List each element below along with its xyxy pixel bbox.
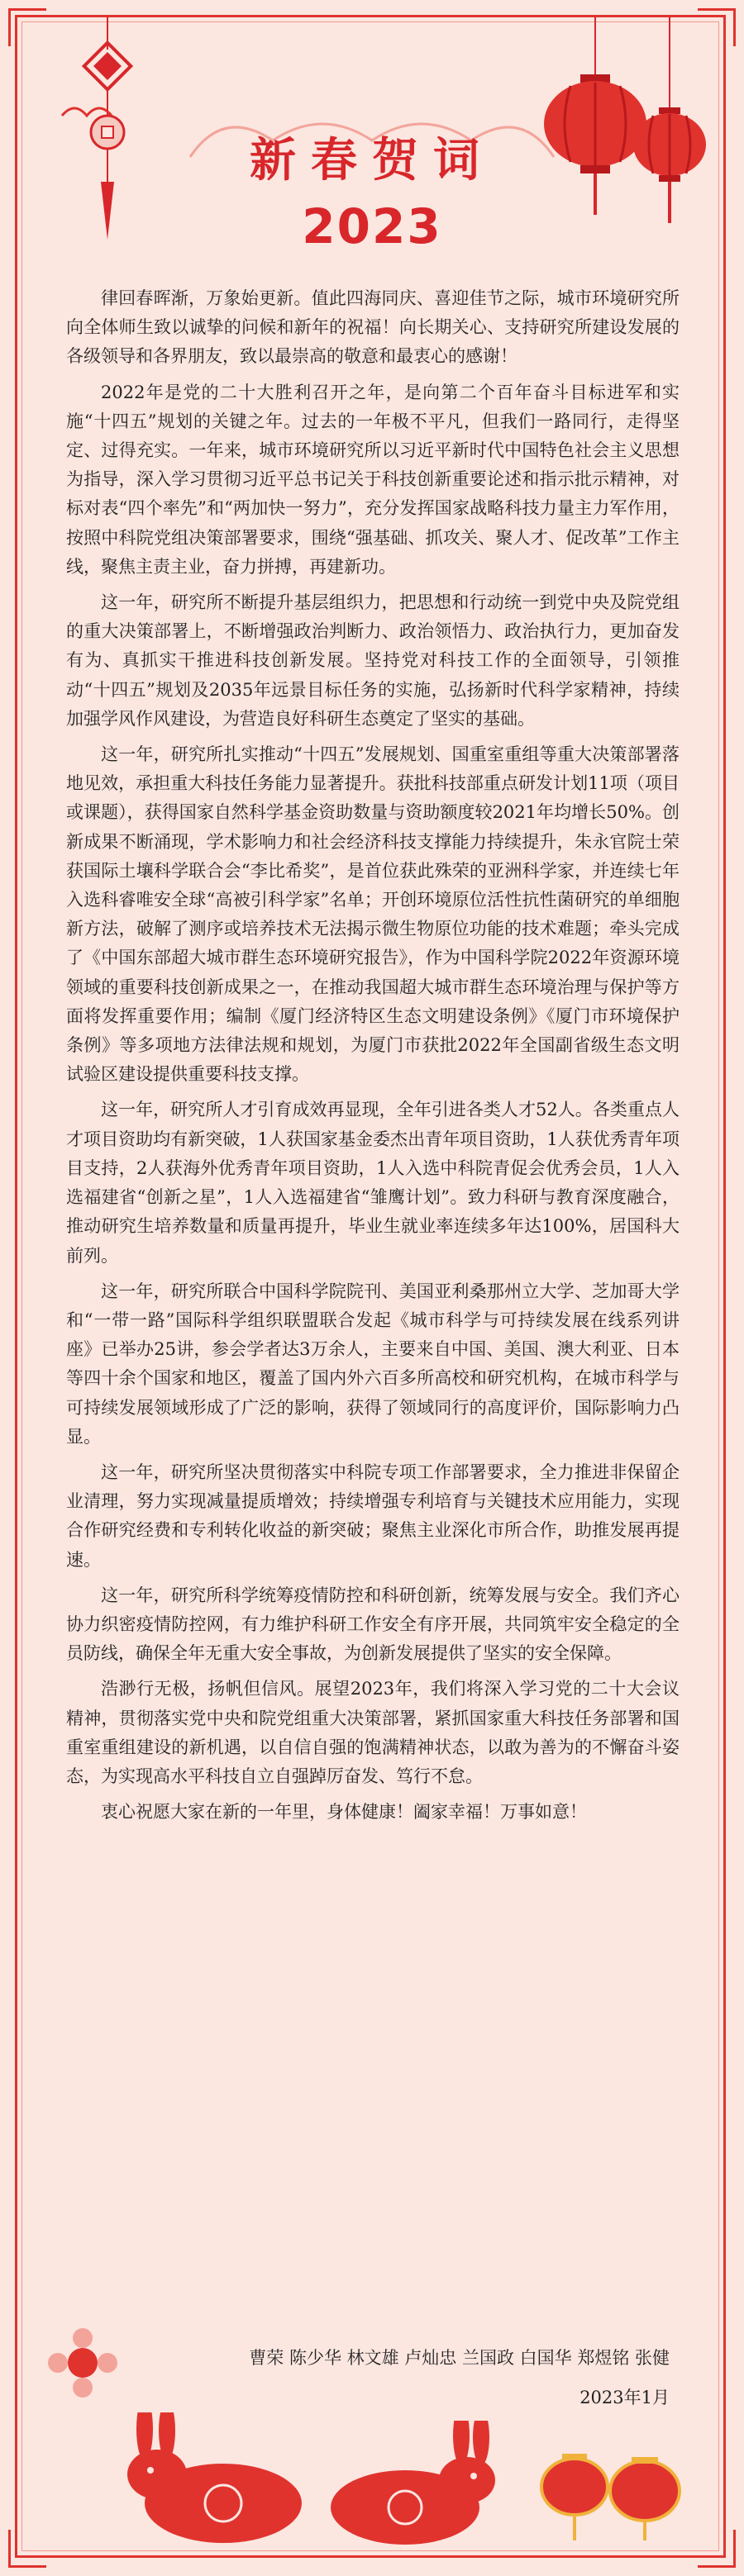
year-2023: 2023 bbox=[302, 198, 442, 254]
page-title: 新春贺词 bbox=[250, 133, 494, 188]
rabbit-icon bbox=[306, 2421, 521, 2553]
paragraph: 这一年，研究所人才引育成效再显现，全年引进各类人才52人。各类重点人才项目资助均有新突破，1人获国家基金委杰出青年项目资助，1人获优秀青年项目支持，2人获海外优秀青年项目资助，1人入选中科院青促会优秀会员，1人入选福建省“创新之星”，1人入选福建省“雏鹰计划”。致力科研与教育深度融合，推动研究生培养数量和质量再提升，毕业生就业率连续多年达100%，居国科大前列。 bbox=[66, 1100, 680, 1266]
signers: 曹荣 陈少华 林文雄 卢灿忠 兰国政 白国华 郑煜铭 张健 bbox=[249, 2348, 670, 2368]
paragraph: 这一年，研究所不断提升基层组织力，把思想和行动统一到党中央及院党组的重大决策部署上，不断增强政治判断力、政治领悟力、政治执行力，更加奋发有为、真抓实干推进科技创新发展。坚持党对科技工作的全面领导，引领推动“十四五”规划及2035年远景目标任务的实施，弘扬新时代科学家精神，持续加强学风作风建设，为营造良好科研生态奠定了坚实的基础。 bbox=[66, 592, 680, 729]
paragraph: 律回春晖渐，万象始更新。值此四海同庆、喜迎佳节之际，城市环境研究所向全体师生致以诚挚的问候和新年的祝福！向长期关心、支持研究所建设发展的各级领导和各界朋友，致以最崇高的敬意和最衷心的感谢！ bbox=[66, 288, 680, 367]
paragraph: 衷心祝愿大家在新的一年里，身体健康！阖家幸福！万事如意！ bbox=[101, 1802, 587, 1823]
corner-ornament bbox=[698, 2530, 736, 2568]
title-row bbox=[0, 124, 744, 190]
rabbit-icon bbox=[99, 2412, 331, 2553]
corner-ornament bbox=[8, 8, 46, 46]
lantern-icon bbox=[529, 2437, 694, 2545]
date: 2023年1月 bbox=[579, 2388, 670, 2407]
paragraph: 这一年，研究所坚决贯彻落实中科院专项工作部署要求，全力推进非保留企业清理，努力实现减量提质增效；持续增强专利培育与关键技术应用能力，实现合作研究经费和专利转化收益的新突破；聚焦主业深化市所合作，助推发展再提速。 bbox=[66, 1461, 680, 1570]
paragraph: 2022年是党的二十大胜利召开之年，是向第二个百年奋斗目标进军和实施“十四五”规划的关键之年。过去的一年极不平凡，但我们一路同行，走得坚定、过得充实。一年来，城市环境研究所以习近平新时代中国特色社会主义思想为指导，深入学习贯彻习近平总书记关于科技创新重要论述和指示批示精神，对标对表“四个率先”和“两加快一努力”，充分发挥国家战略科技力量主力军作用，按照中科院党组决策部署要求，围绕“强基础、抓攻关、聚人才、促改革”工作主线，聚焦主责主业，奋力拼搏，再建新功。 bbox=[66, 382, 680, 577]
paragraph: 这一年，研究所扎实推动“十四五”发展规划、国重室重组等重大决策部署落地见效，承担重大科技任务能力显著提升。获批科技部重点研发计划11项（项目或课题），获得国家自然科学基金资助数量与资助额度较2021年均增长50%。创新成果不断涌现，学术影响力和社会经济科技支撑能力持续提升，朱永官院士荣获国际土壤科学联合会“李比希奖”，是首位获此殊荣的亚洲科学家，并连续七年入选科睿唯安全球“高被引科学家”名单；开创环境原位活性抗性菌研究的单细胞新方法，破解了测序或培养技术无法揭示微生物原位功能的技术难题；牵头完成了《中国东部超大城市群生态环境研究报告》，作为中国科学院2022年资源环境领域的重要科技创新成果之一，在推动我国超大城市群生态环境治理与保护等方面将发挥重要作用；编制《厦门经济特区生态文明建设条例》《厦门市环境保护条例》等多项地方法律法规和规划，为厦门市获批2022年全国副省级生态文明试验区建设提供重要科技支撑。 bbox=[66, 744, 680, 1085]
flower-icon bbox=[33, 2313, 132, 2412]
corner-ornament bbox=[8, 2530, 46, 2568]
paragraph: 浩渺行无极，扬帆但信风。展望2023年，我们将深入学习党的二十大会议精神，贯彻落实党中央和院党组重大决策部署，紧抓国家重大科技任务部署和国重室重组建设的新机遇，以自信自强的饱满精神状态，以敢为善为的不懈奋斗姿态，为实现高水平科技自立自强踔厉奋发、笃行不怠。 bbox=[66, 1679, 680, 1786]
greeting-body bbox=[66, 284, 680, 1833]
paragraph: 这一年，研究所科学统筹疫情防控和科研创新，统筹发展与安全。我们齐心协力织密疫情防控网，有力维护科研工作安全有序开展，共同筑牢安全稳定的全员防线，确保全年无重大安全事故，为创新发展提供了坚实的安全保障。 bbox=[66, 1585, 680, 1664]
paragraph: 这一年，研究所联合中国科学院院刊、美国亚利桑那州立大学、芝加哥大学和“一带一路”国际科学组织联盟联合发起《城市科学与可持续发展在线系列讲座》已举办25讲，参会学者达3万余人，主要来自中国、美国、澳大利亚、日本等四十余个国家和地区，覆盖了国内外六百多所高校和研究机构，在城市科学与可持续发展领域形成了广泛的影响，获得了领域同行的高度评价，国际影响力凸显。 bbox=[66, 1281, 680, 1447]
